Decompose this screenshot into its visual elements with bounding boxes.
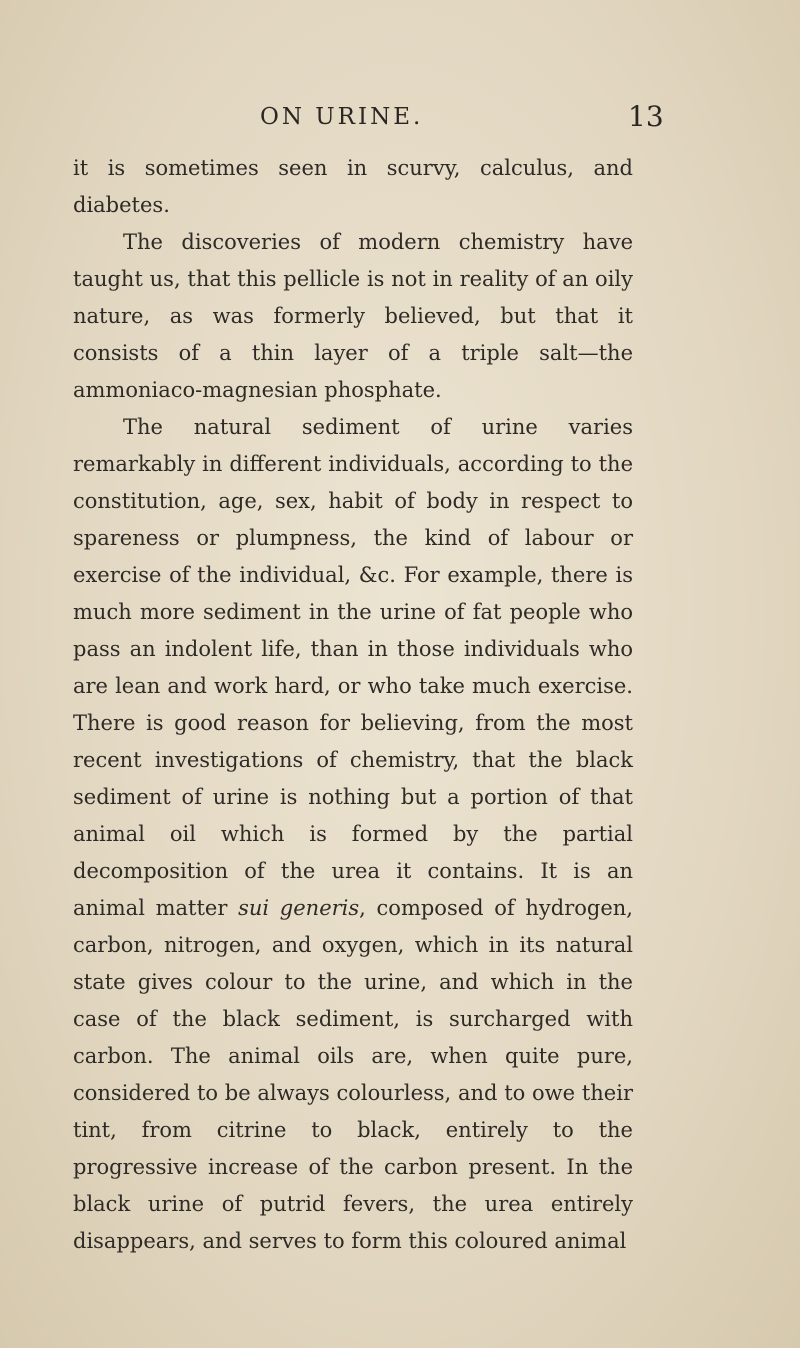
running-head (0, 100, 800, 140)
paragraph-continuation: it is sometimes seen in scurvy, calculus, and diabetes. (73, 156, 633, 217)
paragraph-discoveries: The discoveries of modern chemistry have taught us, that this pellicle is not in reality of an oily nature, as was formerly believed, but that it consists of a thin layer of a triple salt—the ammoniaco-magnesian phosphate. (73, 230, 633, 402)
running-title: ON URINE. (260, 104, 424, 130)
italic-phrase: sui generis (238, 896, 360, 920)
paragraph-natural-sediment (73, 409, 633, 1260)
paragraph-text-before-italic: The natural sediment of urine varies remarkably in different individuals, according to the constitution, age, sex, habit of body in respect to spareness or plumpness, the kind of labour or exercise of the individual, &c. For example, there is much more sediment in the urine of fat people who pass an indolent life, than in those individuals who are lean and work hard, or who take much exercise. There is good reason for believing, from the most recent investigations of chemistry, that the black sediment of urine is nothing but a portion of that animal oil which is formed by the partial decomposition of the urea it contains. It is an animal matter (73, 415, 633, 920)
paragraph-text-after-italic: , composed of hydrogen, carbon, nitrogen, and oxygen, which in its natural state gives colour to the urine, and which in the case of the black sediment, is surcharged with carbon. The animal oils are, when quite pure, considered to be always colourless, and to owe their tint, from citrine to black, entirely to the progressive increase of the carbon present. In the black urine of putrid fevers, the urea entirely disappears, and serves to form this coloured animal (73, 896, 633, 1253)
page-number: 13 (628, 100, 664, 133)
body-text (73, 150, 633, 1260)
